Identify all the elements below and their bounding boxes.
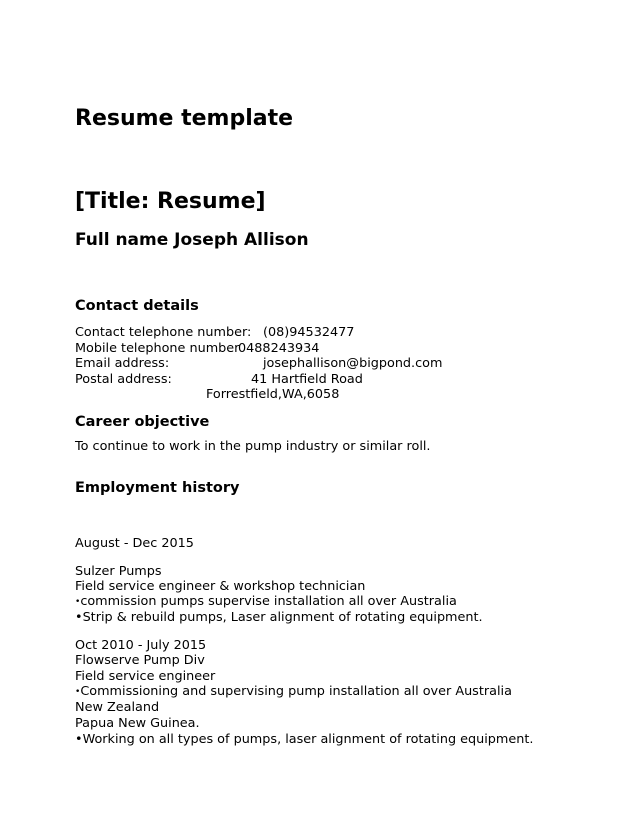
document-subtitle: [Title: Resume]	[75, 189, 266, 214]
contact-postal-value: 41 Hartfield Road	[251, 372, 363, 387]
bullet-marker: •	[75, 732, 83, 747]
job-2-bullet-2	[75, 731, 533, 748]
contact-postal-label: Postal address:	[75, 372, 172, 387]
job-2-role: Field service engineer	[75, 669, 216, 684]
contact-phone-label: Contact telephone number:	[75, 325, 252, 340]
bullet-text: Commissioning and supervising pump installation all over Australia	[80, 684, 512, 699]
contact-mobile-value: 0488243934	[238, 341, 320, 356]
bullet-text: commission pumps supervise installation all over Australia	[80, 594, 457, 609]
job-1-company: Sulzer Pumps	[75, 564, 162, 579]
job-1-period: August - Dec 2015	[75, 536, 194, 551]
job-2-company: Flowserve Pump Div	[75, 653, 205, 668]
job-2-extra-line-1: New Zealand	[75, 700, 160, 715]
employment-heading: Employment history	[75, 480, 240, 496]
full-name: Full name Joseph Allison	[75, 230, 309, 250]
contact-email-label: Email address:	[75, 356, 170, 371]
contact-postal-line2: Forrestfield,WA,6058	[206, 387, 340, 402]
contact-phone-value: (08)94532477	[263, 325, 355, 340]
contact-email-value: josephallison@bigpond.com	[263, 356, 443, 371]
job-2-extra-line-2: Papua New Guinea.	[75, 716, 200, 731]
bullet-text: Strip & rebuild pumps, Laser alignment of rotating equipment.	[82, 610, 483, 625]
contact-mobile-label: Mobile telephone number	[75, 341, 240, 356]
job-1-bullet-2	[75, 609, 483, 626]
bullet-marker: •	[75, 597, 81, 607]
job-1-role: Field service engineer & workshop technician	[75, 579, 366, 594]
document-title: Resume template	[75, 106, 294, 131]
bullet-marker: •	[75, 610, 83, 625]
career-heading: Career objective	[75, 414, 210, 430]
career-text: To continue to work in the pump industry or similar roll.	[75, 439, 431, 454]
bullet-text: Working on all types of pumps, laser alignment of rotating equipment.	[82, 732, 534, 747]
job-2-period: Oct 2010 - July 2015	[75, 638, 207, 653]
bullet-marker: •	[75, 687, 81, 697]
contact-heading: Contact details	[75, 298, 199, 314]
